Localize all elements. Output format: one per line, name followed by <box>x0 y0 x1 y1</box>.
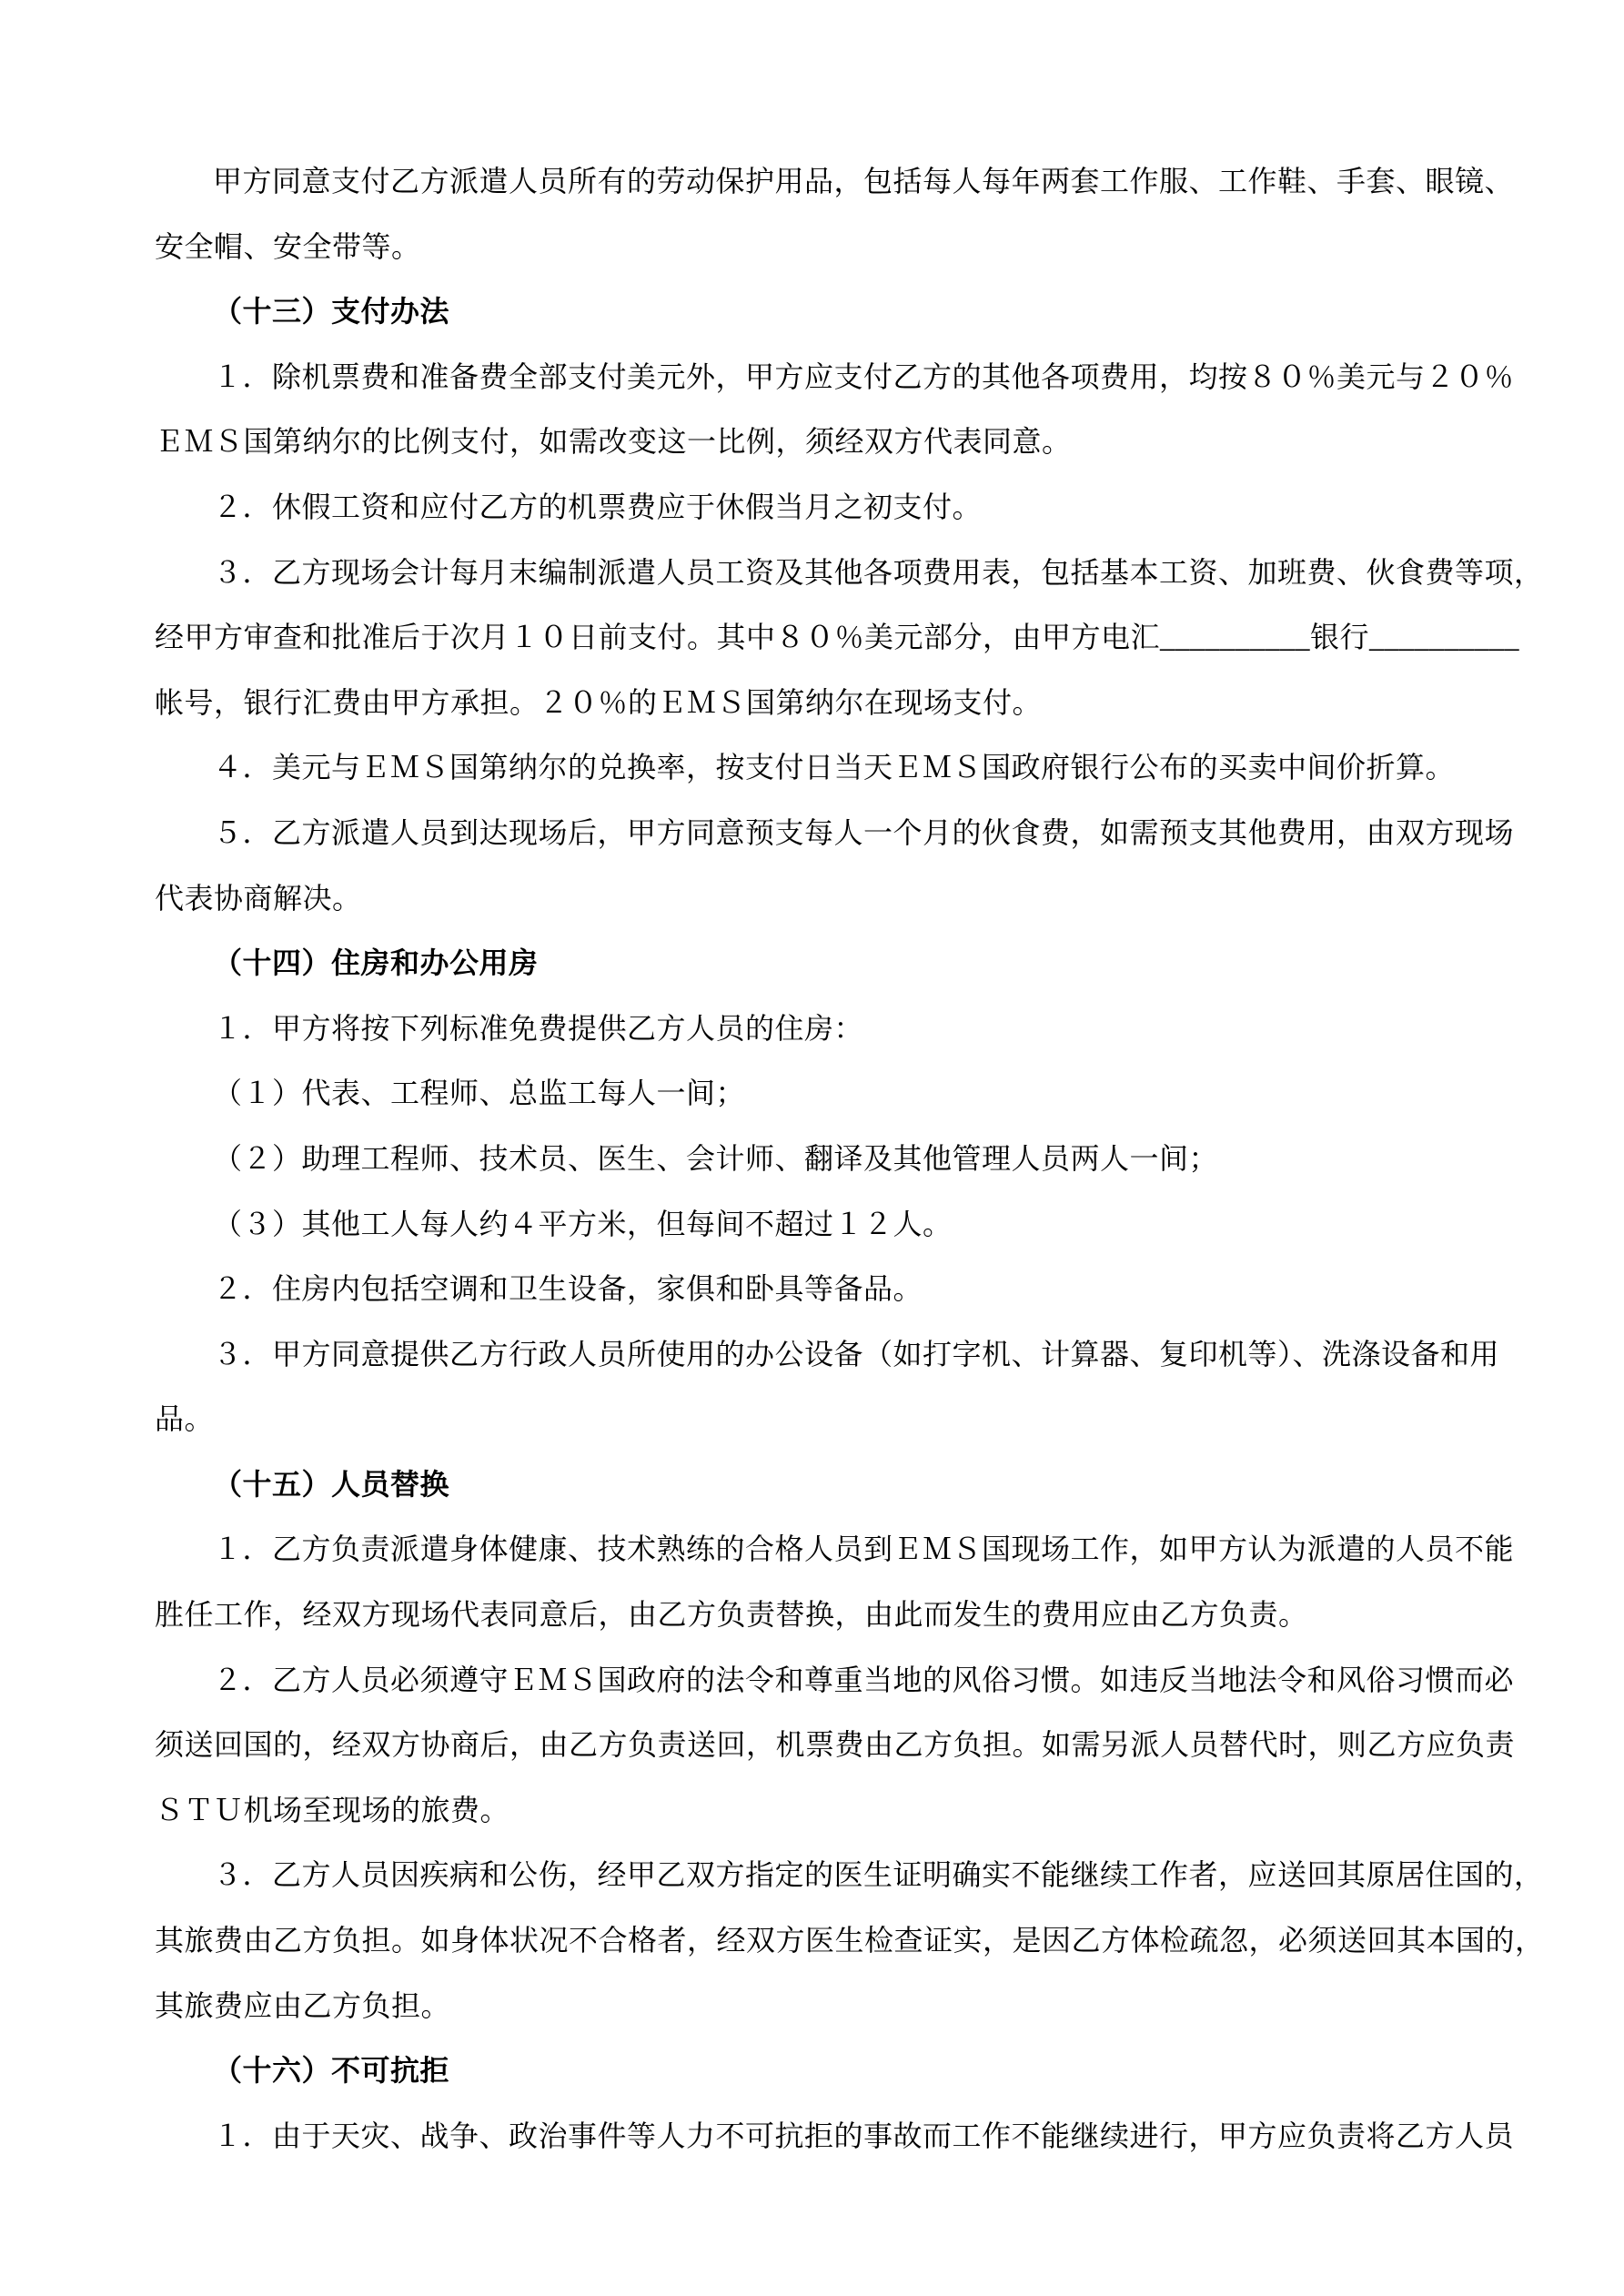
paragraph-line: １．除机票费和准备费全部支付美元外，甲方应支付乙方的其他各项费用，均按８０％美元与２０％ <box>213 359 1515 393</box>
paragraph-line: （２）助理工程师、技术员、医生、会计师、翻译及其他管理人员两人一间； <box>213 1141 1219 1175</box>
section-heading-16-force-majeure: （十六）不可抗拒 <box>213 2054 450 2088</box>
paragraph-line: 其旅费由乙方负担。如身体状况不合格者，经双方医生检查证实，是因乙方体检疏忽，必须送回其本国的， <box>155 1924 1545 1957</box>
contract-text-body <box>155 149 1545 2169</box>
paragraph-line: 其旅费应由乙方负担。 <box>155 1988 451 2022</box>
paragraph-line: １．乙方负责派遣身体健康、技术熟练的合格人员到ＥＭＳ国现场工作，如甲方认为派遣的人员不能 <box>213 1532 1515 1566</box>
section-heading-14-housing-office: （十四）住房和办公用房 <box>213 946 539 980</box>
section-heading-13-payment-method: （十三）支付办法 <box>213 295 450 329</box>
paragraph-line: 胜任工作，经双方现场代表同意后，由乙方负责替换，由此而发生的费用应由乙方负责。 <box>155 1598 1308 1632</box>
paragraph-line: １．甲方将按下列标准免费提供乙方人员的住房： <box>213 1011 864 1045</box>
paragraph-line: 品。 <box>155 1402 215 1436</box>
paragraph-line: ５．乙方派遣人员到达现场后，甲方同意预支每人一个月的伙食费，如需预支其他费用，由双方现场 <box>213 815 1515 849</box>
paragraph-line: ＳＴＵ机场至现场的旅费。 <box>155 1793 510 1826</box>
paragraph-line: ３．乙方人员因疾病和公伤，经甲乙双方指定的医生证明确实不能继续工作者，应送回其原居住国的， <box>213 1858 1544 1892</box>
paragraph-line: １．由于天灾、战争、政治事件等人力不可抗拒的事故而工作不能继续进行，甲方应负责将乙方人员 <box>213 2119 1515 2152</box>
paragraph-line: 甲方同意支付乙方派遣人员所有的劳动保护用品，包括每人每年两套工作服、工作鞋、手套、眼镜、 <box>213 165 1515 197</box>
paragraph-line: ２．乙方人员必须遵守ＥＭＳ国政府的法令和尊重当地的风俗习惯。如违反当地法令和风俗习惯而必 <box>213 1663 1515 1696</box>
paragraph-line: ２．住房内包括空调和卫生设备，家俱和卧具等备品。 <box>213 1272 923 1306</box>
paragraph-line: （１）代表、工程师、总监工每人一间； <box>213 1077 746 1110</box>
paragraph-line: ４．美元与ＥＭＳ国第纳尔的兑换率，按支付日当天ＥＭＳ国政府银行公布的买卖中间价折算。 <box>213 751 1456 784</box>
paragraph-line: ２．休假工资和应付乙方的机票费应于休假当月之初支付。 <box>213 490 983 523</box>
paragraph-line: 须送回国的，经双方协商后，由乙方负责送回，机票费由乙方负担。如需另派人员替代时，则乙方应负责 <box>155 1728 1516 1762</box>
section-heading-15-personnel-replacement: （十五）人员替换 <box>213 1467 450 1501</box>
paragraph-line: ３．甲方同意提供乙方行政人员所使用的办公设备（如打字机、计算器、复印机等）、洗涤设备和用 <box>213 1337 1500 1371</box>
paragraph-line: ３．乙方现场会计每月末编制派遣人员工资及其他各项费用表，包括基本工资、加班费、伙食费等项， <box>213 555 1544 589</box>
paragraph-line: （３）其他工人每人约４平方米，但每间不超过１２人。 <box>213 1207 953 1240</box>
paragraph-line-with-blank-fields: 经甲方审查和批准后于次月１０日前支付。其中８０％美元部分，由甲方电汇__________银行__________ <box>155 621 1520 654</box>
paragraph-line: 安全帽、安全带等。 <box>155 229 421 263</box>
paragraph-line: 帐号，银行汇费由甲方承担。２０％的ＥＭＳ国第纳尔在现场支付。 <box>155 685 1043 719</box>
paragraph-line: 代表协商解决。 <box>155 881 362 915</box>
paragraph-line: ＥＭＳ国第纳尔的比例支付，如需改变这一比例，须经双方代表同意。 <box>155 425 1072 459</box>
